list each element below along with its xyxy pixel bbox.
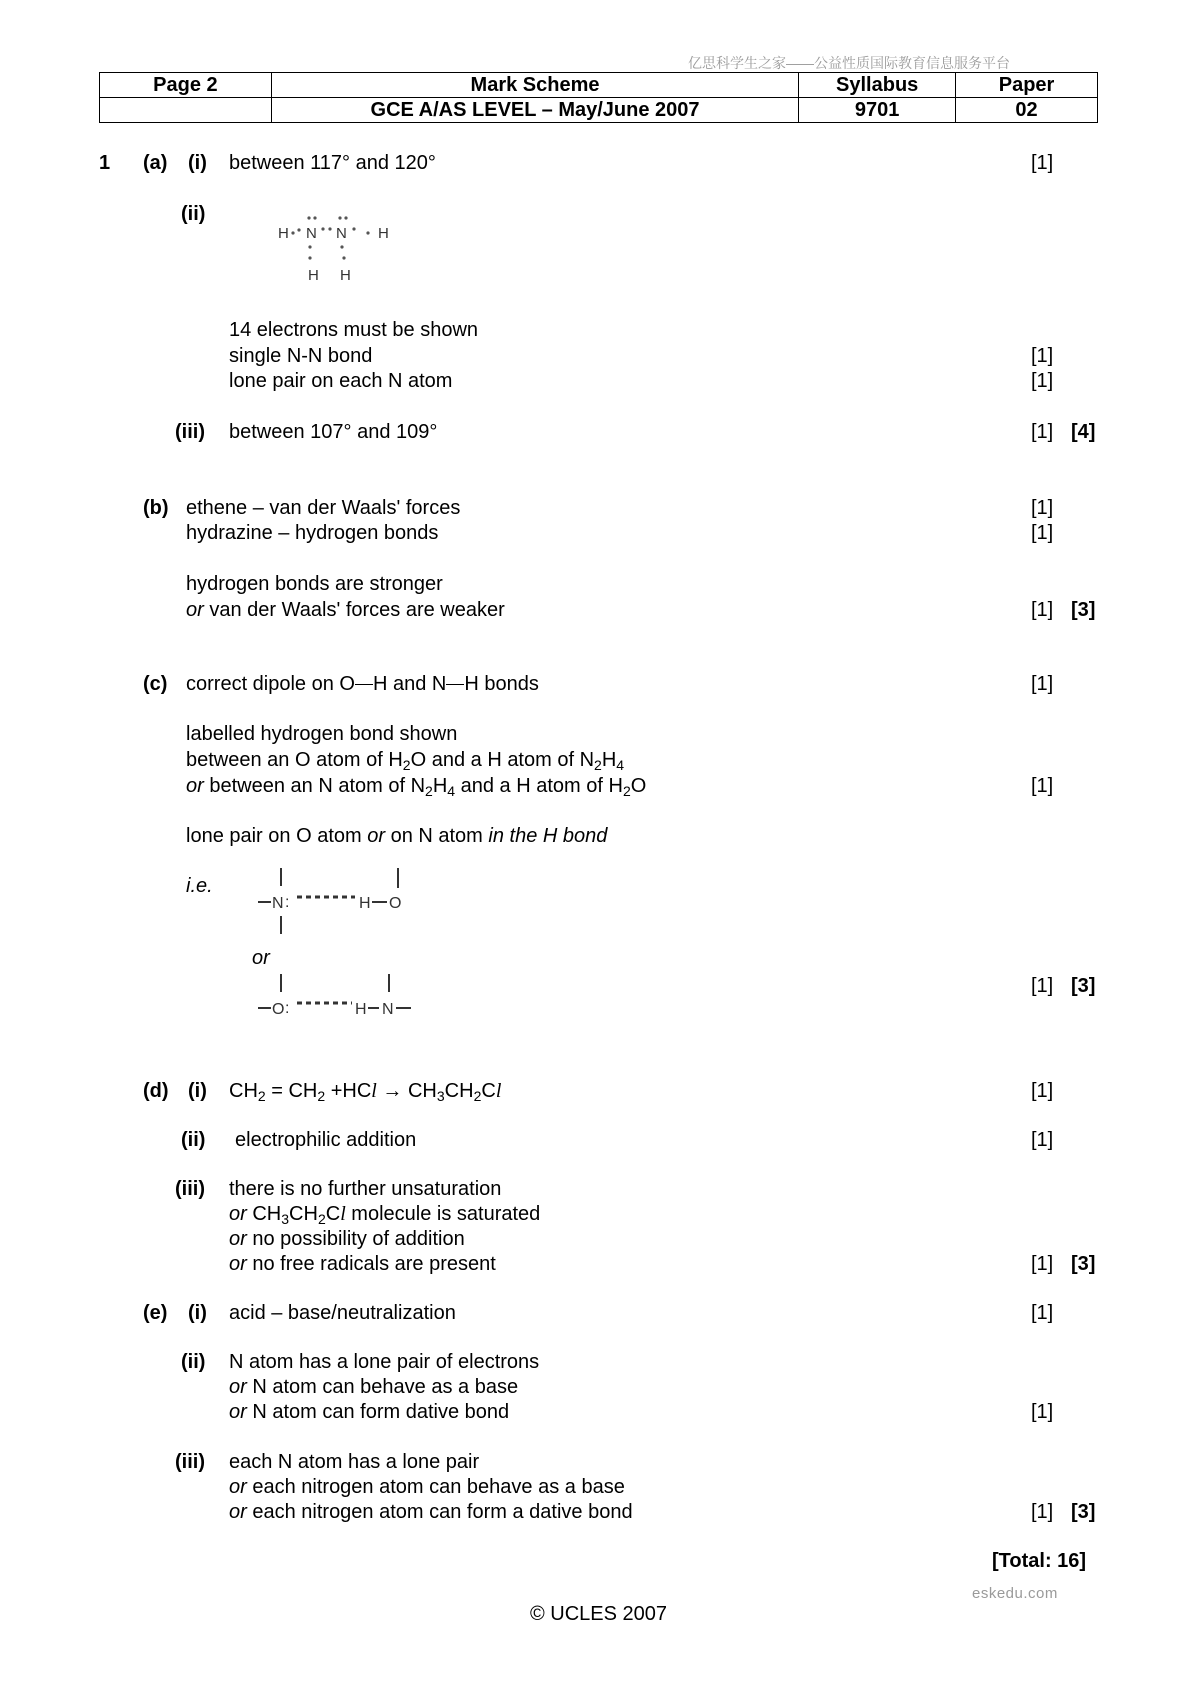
hb3-t1: between an N atom of N <box>203 775 426 797</box>
part-e-i-mark: [1] <box>1031 1302 1054 1324</box>
hb3-s2: 4 <box>447 783 456 799</box>
part-e-ii-mark: [1] <box>1031 1401 1054 1423</box>
reaction-arrow: → <box>376 1080 408 1102</box>
watermark-bottom: eskedu.com <box>972 1585 1058 1602</box>
part-e-ii-line-3 <box>229 1400 509 1424</box>
electron-dots <box>291 216 369 259</box>
or-word: or <box>229 1476 247 1498</box>
eq-l1: l <box>371 1080 377 1102</box>
part-a-i-mark: [1] <box>1031 152 1054 174</box>
part-a-iii-label: (iii) <box>175 421 205 443</box>
hydrazine-dot-cross-diagram <box>270 210 410 288</box>
d3-t3: C <box>325 1203 341 1225</box>
atom-h-bottom-right: H <box>340 267 351 284</box>
part-d-iii-mark: [1] <box>1031 1253 1054 1275</box>
lone-pair-colon: : <box>285 894 290 911</box>
footer-copyright: © UCLES 2007 <box>530 1603 668 1625</box>
or-word: or <box>229 1501 247 1523</box>
or-word: or <box>229 1228 247 1250</box>
part-d-i-equation <box>229 1079 501 1103</box>
d3-s2: 2 <box>317 1211 326 1227</box>
part-d-iii-line-4 <box>229 1252 496 1276</box>
header-row-2 <box>100 98 1098 123</box>
hb2-s2: 2 <box>594 757 602 773</box>
part-e-ii-line-1: N atom has a lone pair of electrons <box>229 1351 540 1373</box>
part-b-line-4-text: van der Waals' forces are weaker <box>209 599 505 621</box>
d3-t4: molecule is saturated <box>345 1203 541 1225</box>
eq-t5: CH <box>444 1080 474 1102</box>
e3-line3-text: each nitrogen atom can form a dative bond <box>246 1501 633 1523</box>
part-b-total: [3] <box>1071 599 1096 621</box>
part-c-mark-3: [1] <box>1031 975 1054 997</box>
eq-t4: CH <box>407 1080 437 1102</box>
part-a-i-label: (i) <box>188 152 207 174</box>
d3-l: l <box>340 1203 346 1225</box>
part-b-mark-3: [1] <box>1031 599 1054 621</box>
part-d-iii-line-1: there is no further unsaturation <box>229 1178 502 1200</box>
part-c-dipole-line <box>186 672 539 696</box>
hb3-s3: 2 <box>622 783 631 799</box>
or-word: or <box>229 1203 247 1225</box>
part-c-total: [3] <box>1071 975 1096 997</box>
dipole-text-c: H bonds <box>464 673 539 695</box>
e2-line3-text: N atom can form dative bond <box>246 1401 510 1423</box>
part-c-mark-2: [1] <box>1031 775 1054 797</box>
watermark-top: 亿思科学生之家——公益性质国际教育信息服务平台 <box>688 55 1010 71</box>
lone-pair-colon: : <box>285 1000 290 1017</box>
part-c-hb-line-3 <box>186 774 646 798</box>
atom-h: H <box>359 895 371 912</box>
part-a-ii-mark-2: [1] <box>1031 370 1054 392</box>
hydrogen-bond-diagram-1 <box>255 866 425 940</box>
eq-s4: 2 <box>473 1088 482 1104</box>
or-word: or <box>186 599 204 621</box>
part-c-hb-line-2 <box>186 748 624 772</box>
header-paper-number: 02 <box>956 98 1098 123</box>
part-c-mark-1: [1] <box>1031 673 1054 695</box>
atom-h: H <box>355 1001 367 1018</box>
atom-n: N <box>272 895 284 912</box>
header-title: Mark Scheme <box>271 73 798 98</box>
hb3-t2: H <box>432 775 448 797</box>
part-d-i-label: (i) <box>188 1080 207 1102</box>
header-row-1 <box>100 73 1098 98</box>
or-word: or <box>367 825 386 847</box>
atom-n-right: N <box>336 225 347 242</box>
part-c-lone-pair-line <box>186 824 607 848</box>
part-a-iii-mark: [1] <box>1031 421 1054 443</box>
header-table <box>99 72 1098 123</box>
part-d-label: (d) <box>143 1080 169 1102</box>
part-b-mark-2: [1] <box>1031 522 1054 544</box>
part-d-iii-label: (iii) <box>175 1178 205 1200</box>
header-paper-label: Paper <box>956 73 1098 98</box>
eq-l2: l <box>495 1080 502 1102</box>
header-syllabus-code: 9701 <box>799 98 956 123</box>
question-number: 1 <box>99 152 111 174</box>
part-b-line-3: hydrogen bonds are stronger <box>186 573 443 595</box>
dipole-text-b: H and N <box>372 673 447 695</box>
d3-t1: CH <box>246 1203 282 1225</box>
lp-t1: lone pair on O atom <box>186 825 368 847</box>
e2-line2-text: N atom can behave as a base <box>246 1376 519 1398</box>
part-e-iii-label: (iii) <box>175 1451 205 1473</box>
hb3-t4: O <box>630 775 647 797</box>
part-e-iii-mark: [1] <box>1031 1501 1054 1523</box>
header-page: Page 2 <box>100 73 272 98</box>
hb3-t3: and a H atom of H <box>455 775 623 797</box>
or-word: or <box>229 1253 247 1275</box>
header-exam: GCE A/AS LEVEL – May/June 2007 <box>271 98 798 123</box>
d3-line4-text: no free radicals are present <box>246 1253 496 1275</box>
part-b-mark-1: [1] <box>1031 497 1054 519</box>
part-c-label: (c) <box>143 673 168 695</box>
part-a-ii-mark-1: [1] <box>1031 345 1054 367</box>
grand-total: [Total: 16] <box>992 1550 1087 1572</box>
bond-dash <box>446 684 464 685</box>
d3-t2: CH <box>289 1203 318 1225</box>
part-a-ii-line-1: 14 electrons must be shown <box>229 319 479 341</box>
part-d-total: [3] <box>1071 1253 1096 1275</box>
part-e-iii-line-1: each N atom has a lone pair <box>229 1451 480 1473</box>
atom-h-bottom-left: H <box>308 267 319 284</box>
eq-t3: +HC <box>325 1080 372 1102</box>
e3-line2-text: each nitrogen atom can behave as a base <box>246 1476 625 1498</box>
part-e-label: (e) <box>143 1302 168 1324</box>
header-syllabus-label: Syllabus <box>799 73 956 98</box>
or-word: or <box>229 1376 247 1398</box>
bond-dash <box>355 684 373 685</box>
header-empty-cell <box>100 98 272 123</box>
atom-n: N <box>382 1001 394 1018</box>
atom-h-right: H <box>378 225 389 242</box>
part-a-iii-text: between 107° and 109° <box>229 421 438 443</box>
dipole-text-a: correct dipole on O <box>186 673 355 695</box>
lp-t2: on N atom <box>385 825 489 847</box>
or-word: or <box>186 775 204 797</box>
lp-t3: in the H bond <box>488 825 608 847</box>
part-b-label: (b) <box>143 497 169 519</box>
hb2-s3: 4 <box>616 757 625 773</box>
eq-s1: 2 <box>257 1088 266 1104</box>
part-b-line-1: ethene – van der Waals' forces <box>186 497 461 519</box>
part-e-iii-line-3 <box>229 1500 633 1524</box>
part-a-ii-line-2: single N-N bond <box>229 345 373 367</box>
part-e-total: [3] <box>1071 1501 1096 1523</box>
eq-t1: CH <box>229 1080 258 1102</box>
part-b-line-2: hydrazine – hydrogen bonds <box>186 522 439 544</box>
hb3-s1: 2 <box>425 783 433 799</box>
eq-t6: C <box>481 1080 496 1102</box>
part-a-label: (a) <box>143 152 168 174</box>
eq-t2: = CH <box>265 1080 318 1102</box>
part-c-hb-line-1: labelled hydrogen bond shown <box>186 723 458 745</box>
hydrogen-bond-diagram-2 <box>255 970 435 1018</box>
part-e-ii-label: (ii) <box>181 1351 206 1373</box>
part-d-iii-line-3 <box>229 1227 465 1251</box>
hb2-s1: 2 <box>402 757 411 773</box>
part-e-i-label: (i) <box>188 1302 207 1324</box>
part-a-total: [4] <box>1071 421 1096 443</box>
d3-s1: 3 <box>281 1211 290 1227</box>
part-d-ii-text: electrophilic addition <box>235 1129 417 1151</box>
eq-s2: 2 <box>317 1088 326 1104</box>
part-e-ii-line-2 <box>229 1375 518 1399</box>
atom-h-left: H <box>278 225 289 242</box>
ie-label: i.e. <box>186 875 213 897</box>
hb2-t2: O and a H atom of N <box>410 749 595 771</box>
atom-o: O <box>272 1001 285 1018</box>
part-b-line-4 <box>186 598 505 622</box>
part-a-ii-line-3: lone pair on each N atom <box>229 370 453 392</box>
part-a-ii-label: (ii) <box>181 203 206 225</box>
atom-n-left: N <box>306 225 317 242</box>
d3-line3-text: no possibility of addition <box>246 1228 465 1250</box>
part-a-i-text: between 117° and 120° <box>229 152 436 174</box>
part-d-iii-line-2 <box>229 1202 540 1226</box>
part-e-iii-line-2 <box>229 1475 625 1499</box>
or-word: or <box>229 1401 247 1423</box>
hb2-t3: H <box>601 749 617 771</box>
hb2-t1: between an O atom of H <box>186 749 403 771</box>
part-d-ii-label: (ii) <box>181 1129 206 1151</box>
or-label-diagram: or <box>252 947 270 969</box>
part-d-i-mark: [1] <box>1031 1080 1054 1102</box>
atom-o: O <box>389 895 402 912</box>
part-d-ii-mark: [1] <box>1031 1129 1054 1151</box>
part-e-i-text: acid – base/neutralization <box>229 1302 456 1324</box>
eq-s3: 3 <box>436 1088 445 1104</box>
